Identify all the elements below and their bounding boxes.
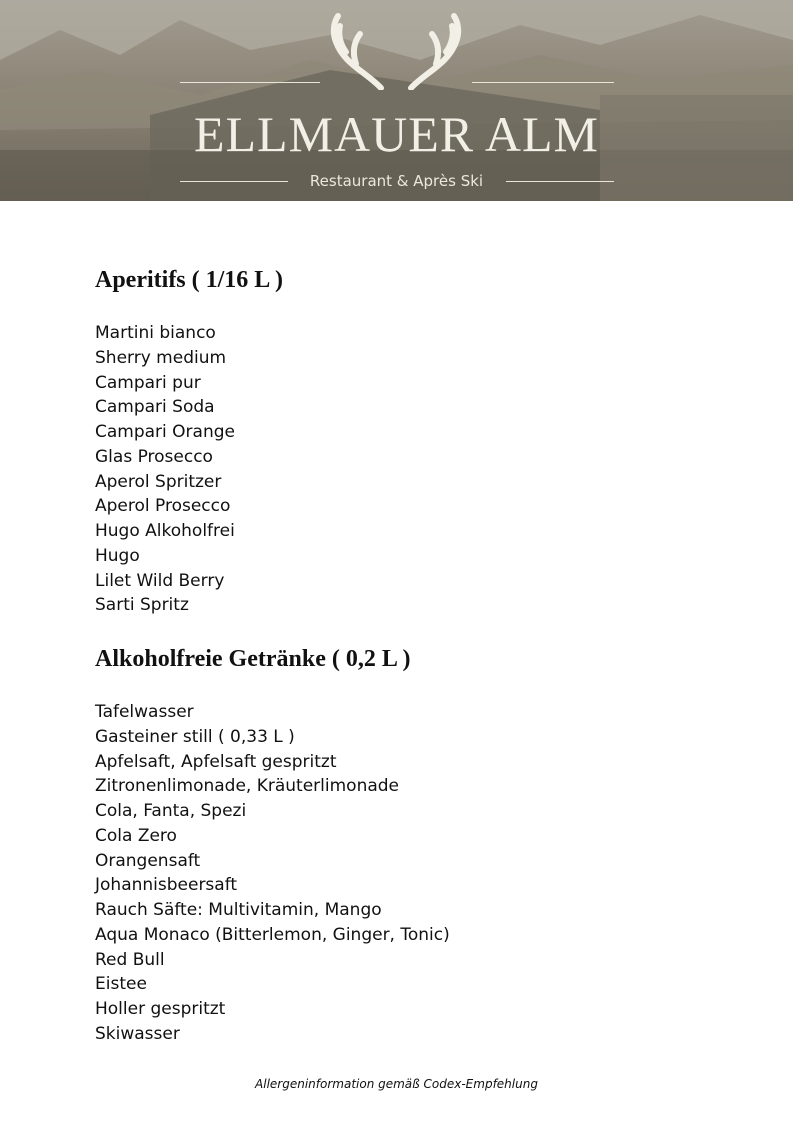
list-item: Aperol Spritzer: [95, 471, 222, 492]
list-item: Sarti Spritz: [95, 595, 189, 616]
list-item: Johannisbeersaft: [95, 875, 238, 896]
list-item: Hugo Alkoholfrei: [95, 521, 235, 541]
list-item: Tafelwasser: [95, 702, 194, 722]
header-banner: [0, 0, 793, 201]
header-rule-right-top: [472, 82, 614, 83]
list-item: Apfelsaft, Apfelsaft gespritzt: [95, 751, 337, 772]
list-item: Skiwasser: [95, 1023, 180, 1044]
list-item: Orangensaft: [95, 850, 201, 871]
list-item: Holler gespritzt: [95, 999, 226, 1019]
list-item: Hugo: [95, 545, 140, 566]
list-item: Glas Prosecco: [95, 446, 213, 467]
list-item: Cola Zero: [95, 825, 177, 846]
header-rule-right-bottom: [506, 181, 614, 182]
antlers-logo-icon: [326, 12, 466, 90]
list-item: Martini bianco: [95, 323, 216, 343]
list-item: Eistee: [95, 974, 147, 995]
restaurant-subtitle: Restaurant & Après Ski: [309, 172, 484, 190]
list-item: Zitronenlimonade, Kräuterlimonade: [95, 776, 400, 797]
list-item: Campari pur: [95, 372, 201, 393]
restaurant-name: ELLMAUER ALM: [193, 106, 600, 162]
list-item: Aqua Monaco (Bitterlemon, Ginger, Tonic): [95, 924, 450, 945]
list-item: Sherry medium: [95, 347, 227, 368]
list-item: Gasteiner still ( 0,33 L ): [95, 726, 295, 747]
list-item: Aperol Prosecco: [95, 496, 231, 517]
list-item: Cola, Fanta, Spezi: [95, 801, 247, 821]
header-rule-left-top: [180, 82, 320, 83]
section-title-soft-drinks: Alkoholfreie Getränke ( 0,2 L ): [95, 646, 411, 672]
list-item: Lilet Wild Berry: [95, 570, 225, 591]
list-item: Rauch Säfte: Multivitamin, Mango: [95, 900, 382, 920]
aperitifs-list: [95, 321, 235, 618]
list-item: Red Bull: [95, 949, 165, 970]
section-title-aperitifs: Aperitifs ( 1/16 L ): [95, 267, 283, 293]
list-item: Campari Orange: [95, 422, 235, 442]
allergen-note: Allergeninformation gemäß Codex-Empfehlung: [255, 1077, 538, 1091]
list-item: Campari Soda: [95, 397, 215, 418]
soft-drinks-list: [95, 700, 450, 1047]
